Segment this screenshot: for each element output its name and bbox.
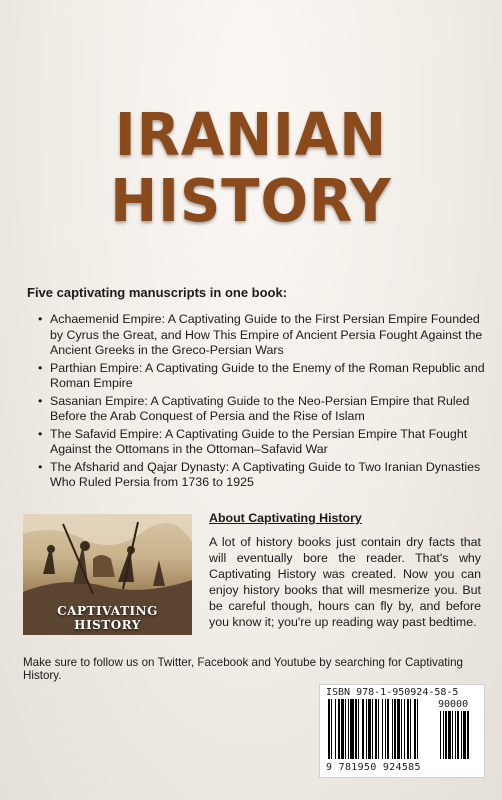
bullet: •: [38, 426, 43, 441]
publisher-logo-text: CAPTIVATING HISTORY: [57, 604, 158, 632]
isbn-label: ISBN 978-1-950924-58-5: [326, 687, 459, 698]
book-list: [38, 312, 492, 493]
about-heading: About Captivating History: [209, 511, 362, 525]
book-title: The Safavid Empire: A Captivating Guide to the Persian Empire That Fought Against the Ottomans in the Ottoman–Safavid War: [50, 426, 468, 456]
bullet: •: [38, 360, 43, 375]
list-item: [38, 459, 492, 491]
price-code: 90000: [438, 699, 469, 710]
intro-text: Five captivating manuscripts in one book:: [27, 285, 288, 300]
list-item: [38, 393, 492, 425]
about-body: A lot of history books just contain dry facts that will eventually bore the reader. That's why Captivating History was created. Now you can enjoy history books that will mesmerize you. But be careful though, hours can fly by, and before you know it; you're up reading way past bedtime.: [209, 535, 481, 629]
list-item: [38, 360, 492, 392]
barcode-bars: [328, 699, 478, 761]
bullet: •: [38, 459, 43, 474]
book-title: Parthian Empire: A Captivating Guide to the Enemy of the Roman Republic and Roman Empire: [50, 360, 485, 390]
book-title: The Afsharid and Qajar Dynasty: A Captivating Guide to Two Iranian Dynasties Who Ruled Persia from 1736 to 1925: [50, 459, 481, 489]
barcode-digits: 9 781950 924585: [326, 762, 421, 773]
book-title: Sasanian Empire: A Captivating Guide to the Neo-Persian Empire that Ruled Before the Arab Conquest of Persia and the Rise of Islam: [50, 393, 470, 423]
list-item: [38, 426, 492, 458]
list-item: [38, 312, 492, 359]
bullet: •: [38, 312, 43, 326]
isbn-barcode: [319, 684, 485, 778]
publisher-image: [23, 514, 192, 635]
bullet: •: [38, 393, 43, 408]
book-title: Achaemenid Empire: A Captivating Guide to the First Persian Empire Founded by Cyrus the Great, and How This Empire of Ancient Persia Fought Against the Ancient Greeks in the Greco-Persian Wars: [50, 312, 483, 357]
follow-text: Make sure to follow us on Twitter, Facebook and Youtube by searching for Captivating History.: [23, 656, 463, 682]
title-line-1: IRANIAN: [114, 101, 388, 170]
title-line-2: HISTORY: [110, 167, 392, 236]
